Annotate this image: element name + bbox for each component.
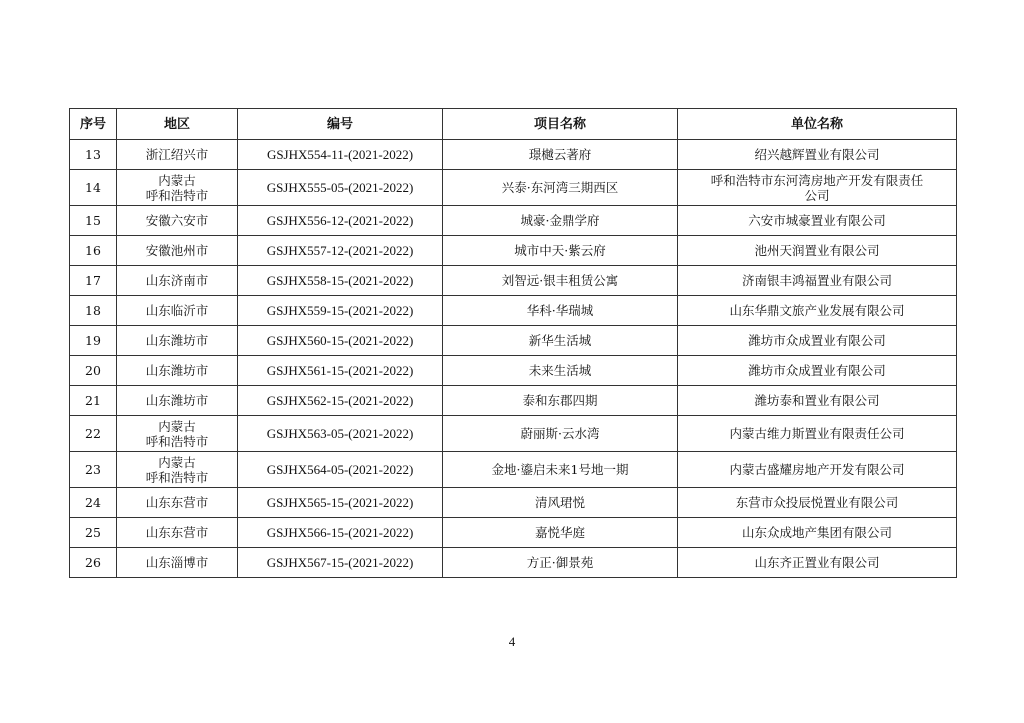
cell-company-name-line: 潍坊市众成置业有限公司: [748, 333, 886, 348]
cell-company-name-line: 潍坊市众成置业有限公司: [748, 363, 886, 378]
cell-region: [117, 170, 238, 206]
cell-company-name: [678, 266, 957, 296]
cell-company-name: [678, 356, 957, 386]
cell-index: 17: [70, 266, 117, 296]
cell-company-name-line: 济南银丰鸿福置业有限公司: [741, 273, 892, 288]
cell-company-name-line: 内蒙古盛耀房地产开发有限公司: [729, 462, 905, 477]
cell-company-name: [678, 518, 957, 548]
cell-index: 15: [70, 206, 117, 236]
table-row: [70, 488, 957, 518]
header-company-name: 单位名称: [678, 109, 957, 140]
cell-region-line: 安徽池州市: [145, 243, 209, 258]
cell-index: 22: [70, 416, 117, 452]
table-row: [70, 140, 957, 170]
cell-project-name: 刘智远·银丰租赁公寓: [443, 266, 678, 296]
cell-region-line: 山东临沂市: [145, 303, 209, 318]
cell-region-line: 山东东营市: [145, 495, 209, 510]
cell-code: GSJHX555-05-(2021-2022): [238, 170, 443, 206]
project-registry-table: [69, 108, 957, 578]
cell-region-line: 山东东营市: [145, 525, 209, 540]
cell-company-name: [678, 416, 957, 452]
header-code: 编号: [238, 109, 443, 140]
table-row: [70, 356, 957, 386]
table-header-row: [70, 109, 957, 140]
cell-code: GSJHX562-15-(2021-2022): [238, 386, 443, 416]
cell-company-name-line: 山东齐正置业有限公司: [754, 555, 880, 570]
cell-company-name-line: 呼和浩特市东河湾房地产开发有限责任: [710, 172, 924, 188]
cell-project-name: 金地·鎏启未来1号地一期: [443, 452, 678, 488]
table-row: [70, 266, 957, 296]
cell-company-name-line: 东营市众投辰悦置业有限公司: [735, 495, 899, 510]
cell-index: 26: [70, 548, 117, 578]
cell-project-name: 新华生活城: [443, 326, 678, 356]
header-index: 序号: [70, 109, 117, 140]
cell-code: GSJHX567-15-(2021-2022): [238, 548, 443, 578]
cell-code: GSJHX557-12-(2021-2022): [238, 236, 443, 266]
cell-region: [117, 488, 238, 518]
cell-company-name: [678, 488, 957, 518]
cell-index: 13: [70, 140, 117, 170]
cell-index: 14: [70, 170, 117, 206]
table-row: [70, 236, 957, 266]
table-row: [70, 206, 957, 236]
cell-code: GSJHX560-15-(2021-2022): [238, 326, 443, 356]
cell-company-name: [678, 170, 957, 206]
cell-region: [117, 266, 238, 296]
cell-region: [117, 452, 238, 488]
table-row: [70, 296, 957, 326]
cell-index: 23: [70, 452, 117, 488]
cell-region: [117, 140, 238, 170]
cell-company-name-line: 潍坊泰和置业有限公司: [754, 393, 880, 408]
cell-region-line: 内蒙古: [158, 454, 196, 470]
cell-company-name-line: 公司: [804, 187, 830, 203]
table-row: [70, 386, 957, 416]
cell-region-line: 山东淄博市: [145, 555, 209, 570]
cell-company-name: [678, 206, 957, 236]
cell-region: [117, 386, 238, 416]
cell-code: GSJHX561-15-(2021-2022): [238, 356, 443, 386]
cell-region: [117, 416, 238, 452]
table-row: [70, 326, 957, 356]
table-body: [70, 140, 957, 578]
cell-company-name-line: 山东华鼎文旅产业发展有限公司: [729, 303, 905, 318]
cell-region: [117, 296, 238, 326]
cell-company-name: [678, 140, 957, 170]
cell-project-name: 城豪·金鼎学府: [443, 206, 678, 236]
table-row: [70, 548, 957, 578]
cell-project-name: 璟樾云著府: [443, 140, 678, 170]
cell-code: GSJHX565-15-(2021-2022): [238, 488, 443, 518]
cell-company-name-line: 绍兴越辉置业有限公司: [754, 147, 880, 162]
cell-region-line: 呼和浩特市: [145, 187, 209, 203]
cell-company-name-line: 山东众成地产集团有限公司: [741, 525, 892, 540]
table-row: [70, 518, 957, 548]
cell-region-line: 浙江绍兴市: [145, 147, 209, 162]
cell-code: GSJHX564-05-(2021-2022): [238, 452, 443, 488]
cell-company-name-line: 内蒙古维力斯置业有限责任公司: [729, 426, 905, 441]
cell-index: 21: [70, 386, 117, 416]
cell-region-line: 安徽六安市: [145, 213, 209, 228]
cell-code: GSJHX554-11-(2021-2022): [238, 140, 443, 170]
cell-project-name: 蔚丽斯·云水湾: [443, 416, 678, 452]
cell-region: [117, 206, 238, 236]
cell-region: [117, 356, 238, 386]
cell-code: GSJHX559-15-(2021-2022): [238, 296, 443, 326]
cell-project-name: 嘉悦华庭: [443, 518, 678, 548]
cell-company-name: [678, 548, 957, 578]
cell-company-name: [678, 326, 957, 356]
cell-code: GSJHX556-12-(2021-2022): [238, 206, 443, 236]
cell-project-name: 兴泰·东河湾三期西区: [443, 170, 678, 206]
cell-project-name: 泰和东郡四期: [443, 386, 678, 416]
cell-project-name: 方正·御景苑: [443, 548, 678, 578]
cell-code: GSJHX558-15-(2021-2022): [238, 266, 443, 296]
cell-code: GSJHX563-05-(2021-2022): [238, 416, 443, 452]
cell-region-line: 呼和浩特市: [145, 469, 209, 485]
cell-index: 16: [70, 236, 117, 266]
cell-project-name: 华科·华瑞城: [443, 296, 678, 326]
cell-region-line: 山东潍坊市: [145, 363, 209, 378]
table-row: [70, 416, 957, 452]
cell-region-line: 山东济南市: [145, 273, 209, 288]
cell-index: 20: [70, 356, 117, 386]
cell-project-name: 未来生活城: [443, 356, 678, 386]
cell-region-line: 山东潍坊市: [145, 393, 209, 408]
cell-region-line: 内蒙古: [158, 418, 196, 434]
cell-region-line: 呼和浩特市: [145, 433, 209, 449]
cell-project-name: 清风珺悦: [443, 488, 678, 518]
cell-company-name: [678, 236, 957, 266]
cell-company-name: [678, 296, 957, 326]
cell-region: [117, 518, 238, 548]
cell-company-name-line: 池州天润置业有限公司: [754, 243, 880, 258]
header-project-name: 项目名称: [443, 109, 678, 140]
cell-index: 18: [70, 296, 117, 326]
cell-company-name: [678, 452, 957, 488]
cell-index: 25: [70, 518, 117, 548]
cell-region: [117, 548, 238, 578]
cell-region: [117, 236, 238, 266]
table-row: [70, 452, 957, 488]
cell-company-name-line: 六安市城豪置业有限公司: [748, 213, 886, 228]
cell-region-line: 山东潍坊市: [145, 333, 209, 348]
page-number: 4: [508, 634, 516, 649]
cell-company-name: [678, 386, 957, 416]
header-region: 地区: [117, 109, 238, 140]
cell-project-name: 城市中天·紫云府: [443, 236, 678, 266]
cell-index: 19: [70, 326, 117, 356]
cell-code: GSJHX566-15-(2021-2022): [238, 518, 443, 548]
cell-index: 24: [70, 488, 117, 518]
table-row: [70, 170, 957, 206]
cell-region: [117, 326, 238, 356]
cell-region-line: 内蒙古: [158, 172, 196, 188]
